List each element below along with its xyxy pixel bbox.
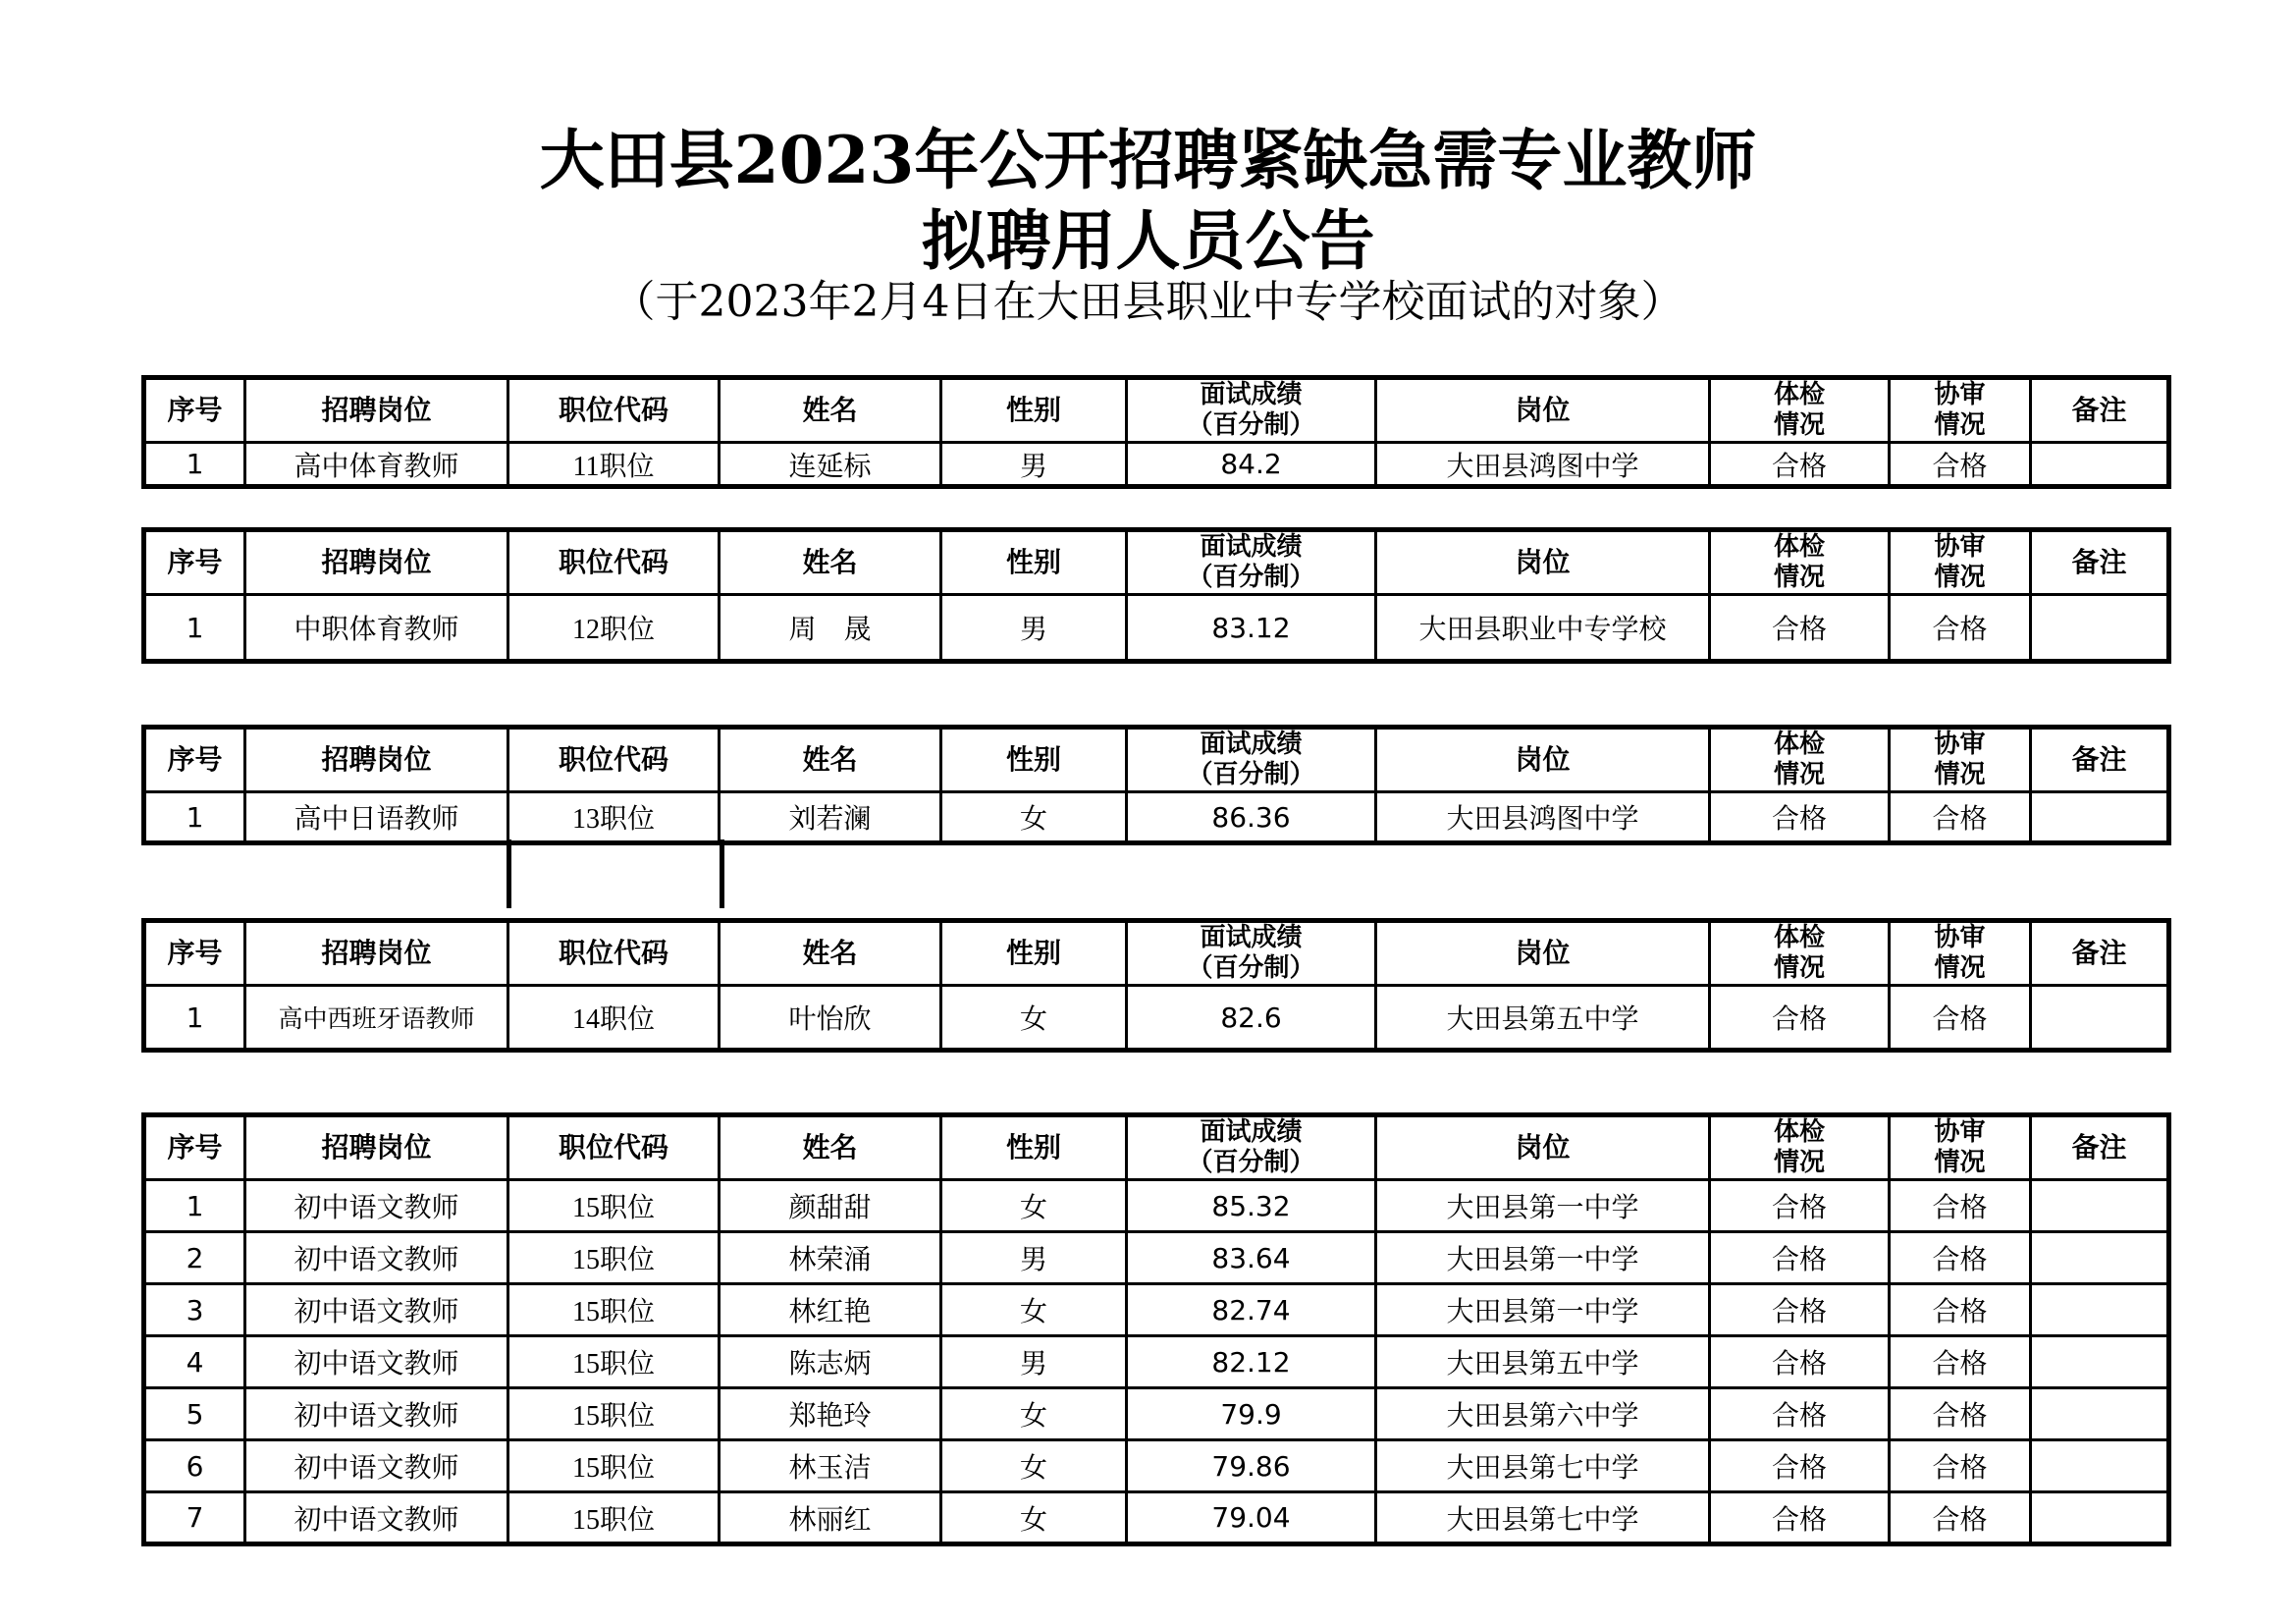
header-post bbox=[1376, 378, 1710, 443]
code-cell: 15职位 bbox=[508, 1388, 720, 1440]
remark-cell bbox=[2031, 1492, 2169, 1544]
header-position bbox=[245, 530, 508, 595]
score-cell: 84.2 bbox=[1127, 443, 1376, 487]
header-code bbox=[508, 1115, 720, 1180]
table-header-row bbox=[144, 378, 2169, 443]
header-gender-line1: 性别 bbox=[1005, 937, 1061, 969]
header-remark-line1: 备注 bbox=[2071, 1131, 2127, 1164]
seq-cell: 7 bbox=[144, 1492, 245, 1544]
header-exam-line2: 情况 bbox=[1773, 1148, 1825, 1177]
score-cell: 79.04 bbox=[1127, 1492, 1376, 1544]
header-exam-line1: 体检 bbox=[1773, 1117, 1825, 1147]
remark-cell bbox=[2031, 1440, 2169, 1492]
header-exam bbox=[1710, 728, 1890, 792]
header-post bbox=[1376, 728, 1710, 792]
header-score bbox=[1127, 530, 1376, 595]
gender-cell: 男 bbox=[941, 443, 1127, 487]
remark-cell bbox=[2031, 1388, 2169, 1440]
header-code bbox=[508, 728, 720, 792]
post-cell: 大田县职业中专学校 bbox=[1376, 595, 1710, 662]
seq-cell: 3 bbox=[144, 1284, 245, 1336]
header-code-line1: 职位代码 bbox=[558, 743, 668, 776]
code-cell: 12职位 bbox=[508, 595, 720, 662]
header-post bbox=[1376, 1115, 1710, 1180]
header-review-line1: 协审 bbox=[1934, 380, 1986, 409]
post-cell: 大田县第六中学 bbox=[1376, 1388, 1710, 1440]
score-cell: 79.9 bbox=[1127, 1388, 1376, 1440]
header-seq bbox=[144, 378, 245, 443]
header-gender bbox=[941, 378, 1127, 443]
gender-cell: 男 bbox=[941, 1232, 1127, 1284]
result-table bbox=[141, 527, 2171, 664]
code-cell: 11职位 bbox=[508, 443, 720, 487]
code-cell: 15职位 bbox=[508, 1492, 720, 1544]
gap-box bbox=[507, 839, 724, 908]
exam-cell: 合格 bbox=[1710, 1336, 1890, 1388]
gender-cell: 女 bbox=[941, 792, 1127, 843]
name-cell: 连延标 bbox=[720, 443, 941, 487]
header-name bbox=[720, 921, 941, 986]
header-gender bbox=[941, 530, 1127, 595]
header-seq-line1: 序号 bbox=[167, 937, 223, 969]
header-post-line1: 岗位 bbox=[1515, 743, 1571, 776]
seq-cell: 4 bbox=[144, 1336, 245, 1388]
header-remark bbox=[2031, 728, 2169, 792]
code-cell: 13职位 bbox=[508, 792, 720, 843]
header-name-line1: 姓名 bbox=[802, 394, 858, 426]
post-cell: 大田县第五中学 bbox=[1376, 986, 1710, 1051]
remark-cell bbox=[2031, 1284, 2169, 1336]
review-cell: 合格 bbox=[1890, 1440, 2031, 1492]
table-row bbox=[144, 1284, 2169, 1336]
header-seq-line1: 序号 bbox=[167, 546, 223, 578]
seq-cell: 1 bbox=[144, 595, 245, 662]
gender-cell: 男 bbox=[941, 595, 1127, 662]
header-name-line1: 姓名 bbox=[802, 743, 858, 776]
seq-cell: 1 bbox=[144, 986, 245, 1051]
header-post-line1: 岗位 bbox=[1515, 546, 1571, 578]
exam-cell: 合格 bbox=[1710, 986, 1890, 1051]
header-score-line1: 面试成绩 bbox=[1200, 380, 1303, 409]
header-gender bbox=[941, 921, 1127, 986]
document-subtitle: （于2023年2月4日在大田县职业中专学校面试的对象） bbox=[612, 277, 1684, 327]
review-cell: 合格 bbox=[1890, 986, 2031, 1051]
header-review-line2: 情况 bbox=[1934, 563, 1986, 592]
header-name bbox=[720, 530, 941, 595]
position-cell: 高中日语教师 bbox=[245, 792, 508, 843]
remark-cell bbox=[2031, 1180, 2169, 1232]
remark-cell bbox=[2031, 986, 2169, 1051]
review-cell: 合格 bbox=[1890, 443, 2031, 487]
name-cell: 林丽红 bbox=[720, 1492, 941, 1544]
position-cell: 初中语文教师 bbox=[245, 1232, 508, 1284]
header-exam bbox=[1710, 1115, 1890, 1180]
seq-cell: 1 bbox=[144, 1180, 245, 1232]
header-score-line1: 面试成绩 bbox=[1200, 730, 1303, 759]
code-cell: 15职位 bbox=[508, 1232, 720, 1284]
score-cell: 83.12 bbox=[1127, 595, 1376, 662]
header-review-line1: 协审 bbox=[1934, 923, 1986, 952]
header-code bbox=[508, 378, 720, 443]
header-score-line2: （百分制） bbox=[1187, 953, 1315, 983]
header-score-line2: （百分制） bbox=[1187, 563, 1315, 592]
header-score-line1: 面试成绩 bbox=[1200, 923, 1303, 952]
name-cell: 陈志炳 bbox=[720, 1336, 941, 1388]
header-code bbox=[508, 921, 720, 986]
seq-cell: 6 bbox=[144, 1440, 245, 1492]
position-cell: 初中语文教师 bbox=[245, 1440, 508, 1492]
header-post-line1: 岗位 bbox=[1515, 1131, 1571, 1164]
position-cell: 初中语文教师 bbox=[245, 1336, 508, 1388]
gender-cell: 女 bbox=[941, 986, 1127, 1051]
header-exam-line2: 情况 bbox=[1773, 760, 1825, 789]
review-cell: 合格 bbox=[1890, 1232, 2031, 1284]
header-position-line1: 招聘岗位 bbox=[321, 1131, 432, 1164]
header-seq bbox=[144, 1115, 245, 1180]
review-cell: 合格 bbox=[1890, 1492, 2031, 1544]
header-score bbox=[1127, 378, 1376, 443]
remark-cell bbox=[2031, 792, 2169, 843]
header-code-line1: 职位代码 bbox=[558, 1131, 668, 1164]
seq-cell: 5 bbox=[144, 1388, 245, 1440]
header-gender bbox=[941, 728, 1127, 792]
position-cell: 中职体育教师 bbox=[245, 595, 508, 662]
header-remark-line1: 备注 bbox=[2071, 937, 2127, 969]
header-name bbox=[720, 378, 941, 443]
exam-cell: 合格 bbox=[1710, 443, 1890, 487]
position-cell: 初中语文教师 bbox=[245, 1492, 508, 1544]
header-review-line2: 情况 bbox=[1934, 1148, 1986, 1177]
seq-cell: 1 bbox=[144, 792, 245, 843]
header-seq bbox=[144, 921, 245, 986]
gender-cell: 女 bbox=[941, 1180, 1127, 1232]
position-cell: 初中语文教师 bbox=[245, 1180, 508, 1232]
header-score bbox=[1127, 921, 1376, 986]
remark-cell bbox=[2031, 443, 2169, 487]
header-position bbox=[245, 921, 508, 986]
header-exam-line2: 情况 bbox=[1773, 563, 1825, 592]
header-seq bbox=[144, 728, 245, 792]
review-cell: 合格 bbox=[1890, 792, 2031, 843]
exam-cell: 合格 bbox=[1710, 1492, 1890, 1544]
header-name bbox=[720, 728, 941, 792]
result-table bbox=[141, 725, 2171, 845]
seq-cell: 1 bbox=[144, 443, 245, 487]
remark-cell bbox=[2031, 595, 2169, 662]
post-cell: 大田县第一中学 bbox=[1376, 1232, 1710, 1284]
name-cell: 颜甜甜 bbox=[720, 1180, 941, 1232]
header-exam-line2: 情况 bbox=[1773, 410, 1825, 440]
header-position-line1: 招聘岗位 bbox=[321, 743, 432, 776]
table-header-row bbox=[144, 530, 2169, 595]
header-review-line1: 协审 bbox=[1934, 730, 1986, 759]
header-post bbox=[1376, 921, 1710, 986]
table-row bbox=[144, 1388, 2169, 1440]
document-title-line2: 拟聘用人员公告 bbox=[921, 202, 1375, 279]
post-cell: 大田县鸿图中学 bbox=[1376, 792, 1710, 843]
review-cell: 合格 bbox=[1890, 1388, 2031, 1440]
review-cell: 合格 bbox=[1890, 1180, 2031, 1232]
name-cell: 刘若澜 bbox=[720, 792, 941, 843]
header-seq bbox=[144, 530, 245, 595]
name-cell: 林红艳 bbox=[720, 1284, 941, 1336]
code-cell: 15职位 bbox=[508, 1336, 720, 1388]
header-score-line2: （百分制） bbox=[1187, 760, 1315, 789]
header-review-line2: 情况 bbox=[1934, 410, 1986, 440]
header-seq-line1: 序号 bbox=[167, 743, 223, 776]
header-position bbox=[245, 728, 508, 792]
code-cell: 15职位 bbox=[508, 1440, 720, 1492]
header-seq-line1: 序号 bbox=[167, 1131, 223, 1164]
name-cell: 林荣涌 bbox=[720, 1232, 941, 1284]
position-cell: 初中语文教师 bbox=[245, 1388, 508, 1440]
table-header-row bbox=[144, 1115, 2169, 1180]
header-score-line2: （百分制） bbox=[1187, 410, 1315, 440]
result-table bbox=[141, 918, 2171, 1053]
exam-cell: 合格 bbox=[1710, 1388, 1890, 1440]
exam-cell: 合格 bbox=[1710, 595, 1890, 662]
score-cell: 85.32 bbox=[1127, 1180, 1376, 1232]
exam-cell: 合格 bbox=[1710, 1440, 1890, 1492]
table-row bbox=[144, 1336, 2169, 1388]
header-review-line2: 情况 bbox=[1934, 953, 1986, 983]
table-row bbox=[144, 792, 2169, 843]
score-cell: 86.36 bbox=[1127, 792, 1376, 843]
table-header-row bbox=[144, 728, 2169, 792]
exam-cell: 合格 bbox=[1710, 792, 1890, 843]
header-score bbox=[1127, 728, 1376, 792]
result-table bbox=[141, 375, 2171, 489]
gender-cell: 女 bbox=[941, 1492, 1127, 1544]
header-review bbox=[1890, 728, 2031, 792]
header-exam-line1: 体检 bbox=[1773, 380, 1825, 409]
header-remark-line1: 备注 bbox=[2071, 546, 2127, 578]
table-row bbox=[144, 1440, 2169, 1492]
remark-cell bbox=[2031, 1232, 2169, 1284]
header-review-line2: 情况 bbox=[1934, 760, 1986, 789]
header-name-line1: 姓名 bbox=[802, 937, 858, 969]
header-code bbox=[508, 530, 720, 595]
header-position-line1: 招聘岗位 bbox=[321, 394, 432, 426]
header-gender-line1: 性别 bbox=[1005, 743, 1061, 776]
table-row bbox=[144, 443, 2169, 487]
gender-cell: 女 bbox=[941, 1388, 1127, 1440]
code-cell: 14职位 bbox=[508, 986, 720, 1051]
header-post-line1: 岗位 bbox=[1515, 937, 1571, 969]
post-cell: 大田县鸿图中学 bbox=[1376, 443, 1710, 487]
header-exam bbox=[1710, 530, 1890, 595]
header-exam bbox=[1710, 921, 1890, 986]
header-score bbox=[1127, 1115, 1376, 1180]
score-cell: 82.12 bbox=[1127, 1336, 1376, 1388]
header-exam-line1: 体检 bbox=[1773, 923, 1825, 952]
header-review bbox=[1890, 378, 2031, 443]
header-review bbox=[1890, 921, 2031, 986]
header-review-line1: 协审 bbox=[1934, 532, 1986, 562]
header-exam-line2: 情况 bbox=[1773, 953, 1825, 983]
header-exam-line1: 体检 bbox=[1773, 532, 1825, 562]
header-position bbox=[245, 1115, 508, 1180]
post-cell: 大田县第一中学 bbox=[1376, 1180, 1710, 1232]
result-table bbox=[141, 1112, 2171, 1546]
header-score-line2: （百分制） bbox=[1187, 1148, 1315, 1177]
post-cell: 大田县第五中学 bbox=[1376, 1336, 1710, 1388]
document-title: 大田县2023年公开招聘紧缺急需专业教师 bbox=[539, 122, 1757, 198]
post-cell: 大田县第一中学 bbox=[1376, 1284, 1710, 1336]
table-row bbox=[144, 986, 2169, 1051]
header-code-line1: 职位代码 bbox=[558, 937, 668, 969]
table-row bbox=[144, 1232, 2169, 1284]
gender-cell: 男 bbox=[941, 1336, 1127, 1388]
review-cell: 合格 bbox=[1890, 1336, 2031, 1388]
table-row bbox=[144, 595, 2169, 662]
review-cell: 合格 bbox=[1890, 595, 2031, 662]
header-post-line1: 岗位 bbox=[1515, 394, 1571, 426]
gender-cell: 女 bbox=[941, 1440, 1127, 1492]
position-cell: 初中语文教师 bbox=[245, 1284, 508, 1336]
header-score-line1: 面试成绩 bbox=[1200, 1117, 1303, 1147]
header-gender-line1: 性别 bbox=[1005, 394, 1061, 426]
score-cell: 83.64 bbox=[1127, 1232, 1376, 1284]
header-gender-line1: 性别 bbox=[1005, 1131, 1061, 1164]
score-cell: 82.6 bbox=[1127, 986, 1376, 1051]
review-cell: 合格 bbox=[1890, 1284, 2031, 1336]
exam-cell: 合格 bbox=[1710, 1180, 1890, 1232]
header-name bbox=[720, 1115, 941, 1180]
header-seq-line1: 序号 bbox=[167, 394, 223, 426]
header-remark bbox=[2031, 530, 2169, 595]
name-cell: 周 晟 bbox=[720, 595, 941, 662]
header-remark bbox=[2031, 378, 2169, 443]
header-code-line1: 职位代码 bbox=[558, 546, 668, 578]
score-cell: 82.74 bbox=[1127, 1284, 1376, 1336]
remark-cell bbox=[2031, 1336, 2169, 1388]
header-review bbox=[1890, 1115, 2031, 1180]
header-score-line1: 面试成绩 bbox=[1200, 532, 1303, 562]
header-position-line1: 招聘岗位 bbox=[321, 546, 432, 578]
header-position bbox=[245, 378, 508, 443]
header-exam-line1: 体检 bbox=[1773, 730, 1825, 759]
header-gender-line1: 性别 bbox=[1005, 546, 1061, 578]
exam-cell: 合格 bbox=[1710, 1284, 1890, 1336]
header-review-line1: 协审 bbox=[1934, 1117, 1986, 1147]
name-cell: 林玉洁 bbox=[720, 1440, 941, 1492]
position-cell: 高中体育教师 bbox=[245, 443, 508, 487]
code-cell: 15职位 bbox=[508, 1284, 720, 1336]
header-code-line1: 职位代码 bbox=[558, 394, 668, 426]
header-gender bbox=[941, 1115, 1127, 1180]
name-cell: 郑艳玲 bbox=[720, 1388, 941, 1440]
score-cell: 79.86 bbox=[1127, 1440, 1376, 1492]
post-cell: 大田县第七中学 bbox=[1376, 1440, 1710, 1492]
header-name-line1: 姓名 bbox=[802, 1131, 858, 1164]
header-name-line1: 姓名 bbox=[802, 546, 858, 578]
header-remark-line1: 备注 bbox=[2071, 743, 2127, 776]
table-row bbox=[144, 1180, 2169, 1232]
post-cell: 大田县第七中学 bbox=[1376, 1492, 1710, 1544]
name-cell: 叶怡欣 bbox=[720, 986, 941, 1051]
header-position-line1: 招聘岗位 bbox=[321, 937, 432, 969]
header-review bbox=[1890, 530, 2031, 595]
gender-cell: 女 bbox=[941, 1284, 1127, 1336]
table-row bbox=[144, 1492, 2169, 1544]
seq-cell: 2 bbox=[144, 1232, 245, 1284]
header-remark bbox=[2031, 1115, 2169, 1180]
exam-cell: 合格 bbox=[1710, 1232, 1890, 1284]
header-remark-line1: 备注 bbox=[2071, 394, 2127, 426]
code-cell: 15职位 bbox=[508, 1180, 720, 1232]
header-remark bbox=[2031, 921, 2169, 986]
header-post bbox=[1376, 530, 1710, 595]
table-header-row bbox=[144, 921, 2169, 986]
header-exam bbox=[1710, 378, 1890, 443]
position-cell: 高中西班牙语教师 bbox=[245, 986, 508, 1051]
